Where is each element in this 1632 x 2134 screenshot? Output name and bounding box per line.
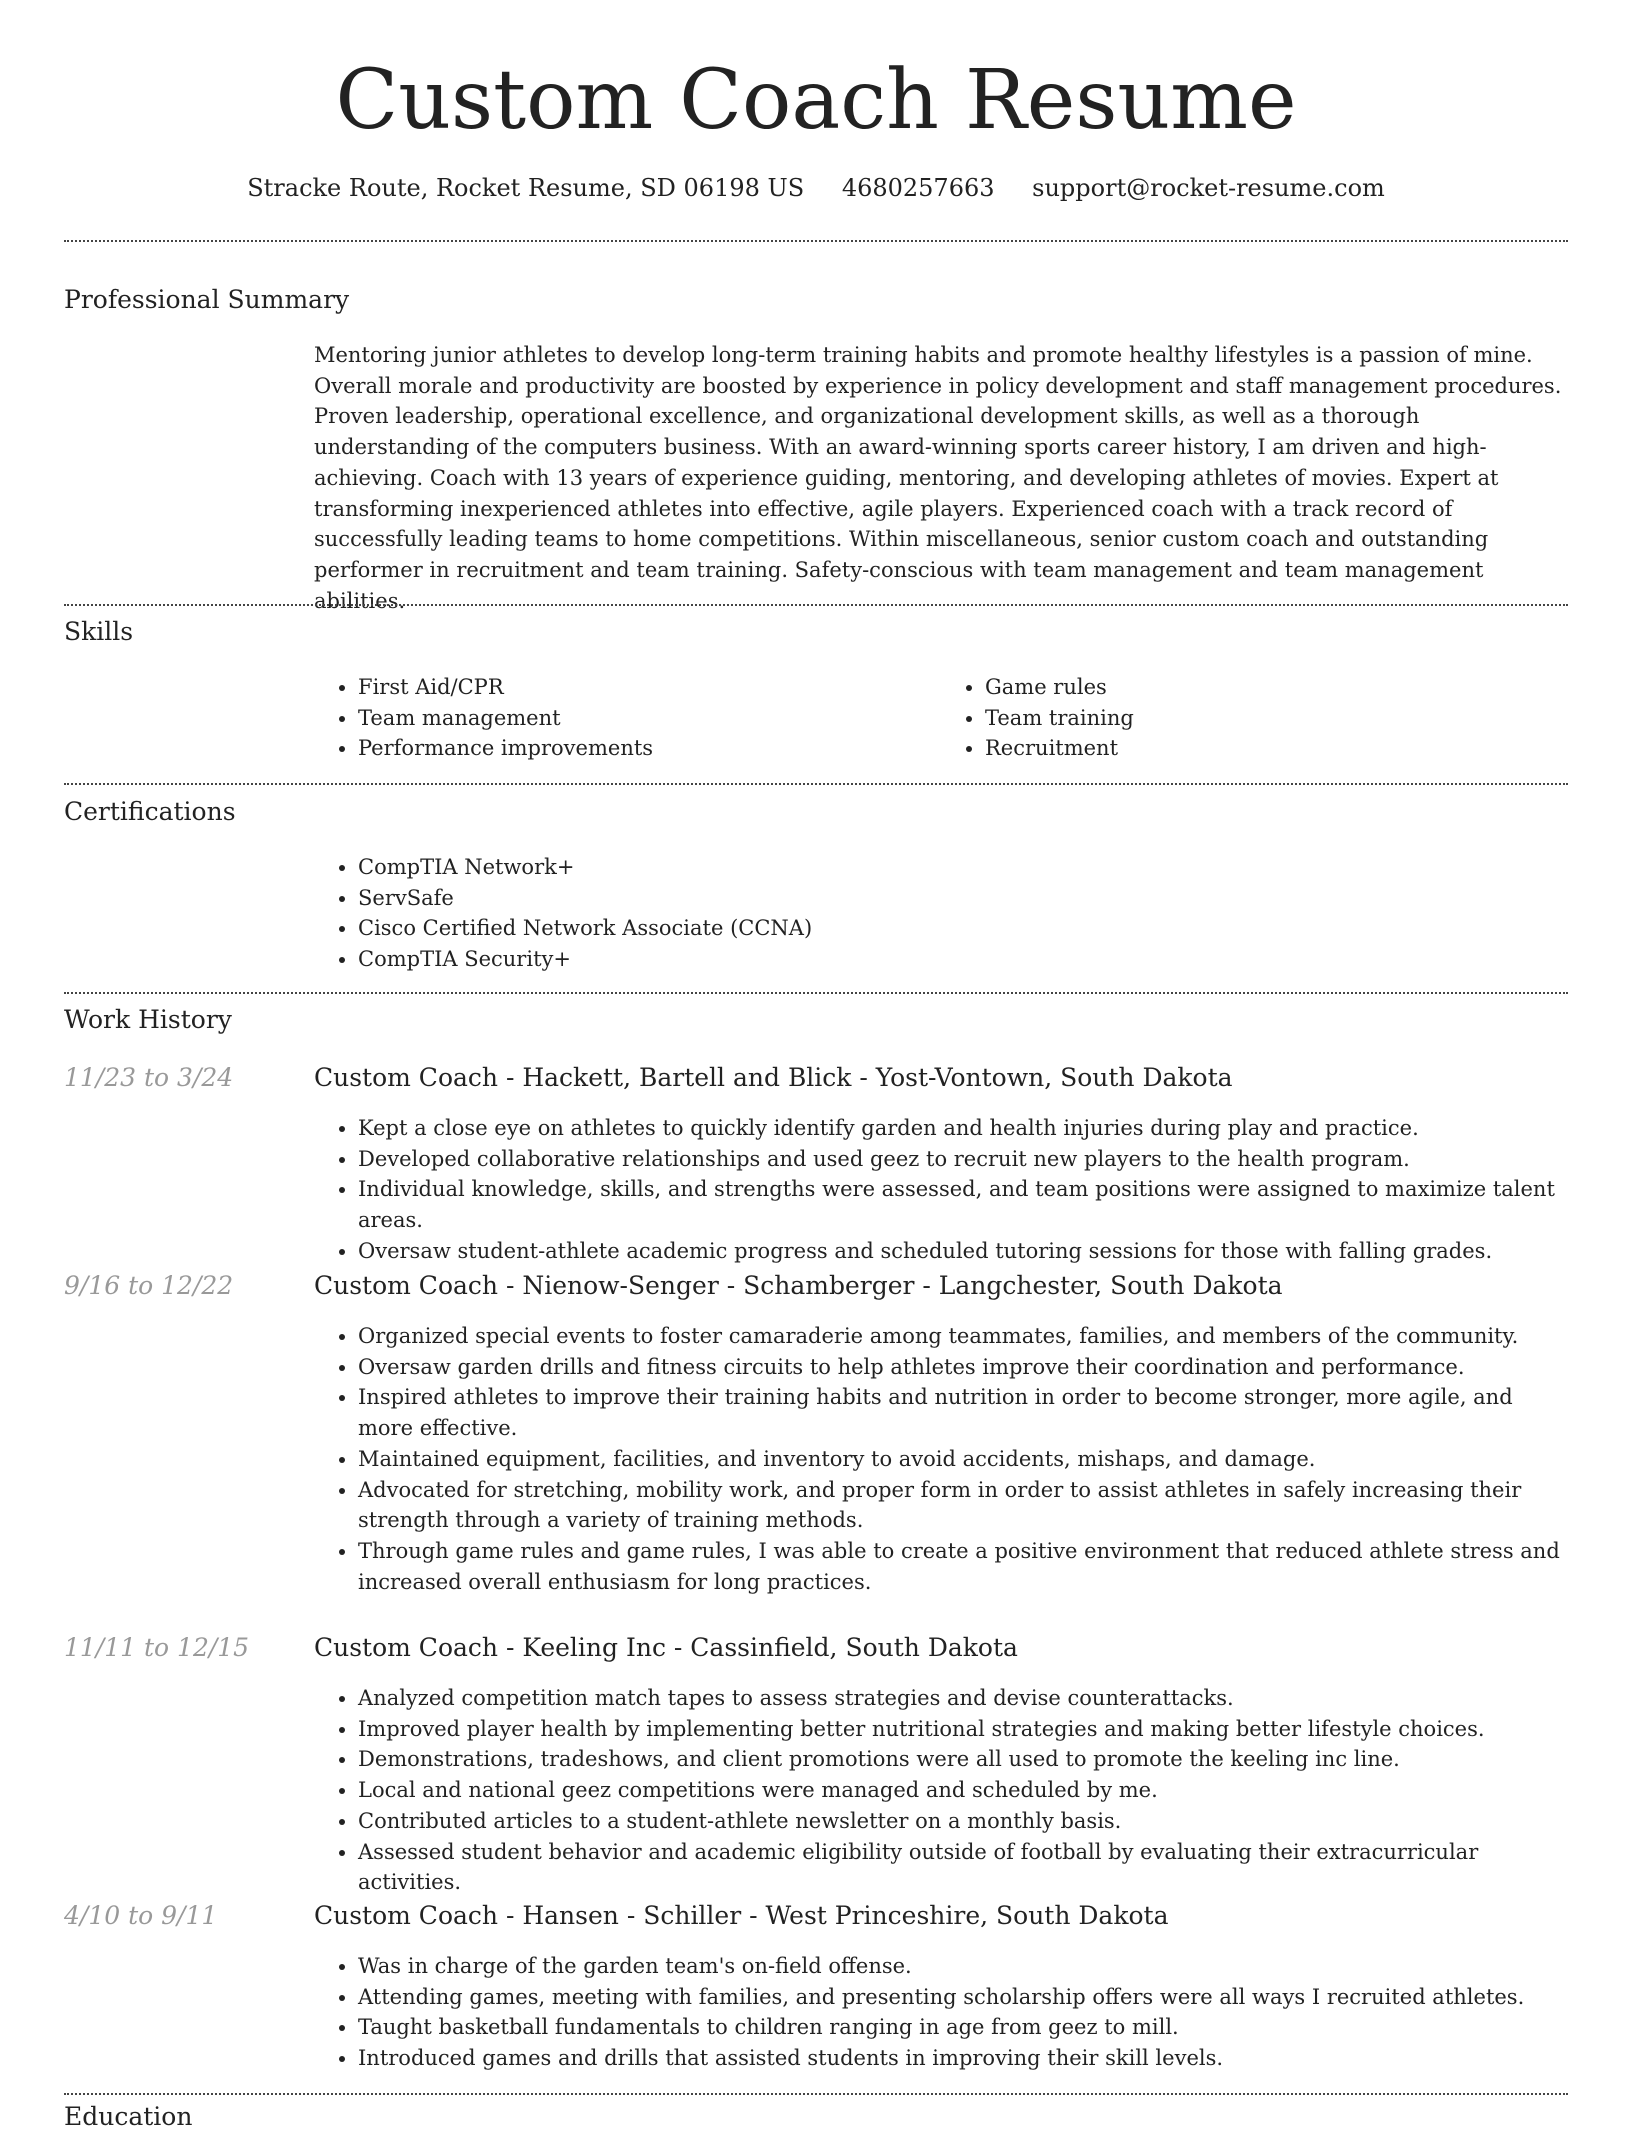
- job-bullet: • Was in charge of the garden team's on-field offense.: [358, 1951, 1568, 1982]
- skill-item: • Game rules: [985, 672, 1568, 703]
- job-bullet: • Taught basketball fundamentals to children ranging in age from geez to mill.: [358, 2012, 1568, 2043]
- section-title-skills: Skills: [64, 617, 134, 646]
- job-bullet: • Improved player health by implementing better nutritional strategies and making better lifestyle choices.: [358, 1714, 1568, 1745]
- job-bullet: • Introduced games and drills that assisted students in improving their skill levels.: [358, 2043, 1568, 2074]
- job-bullet: • Through game rules and game rules, I was able to create a positive environment that reduced athlete stress and increased overall enthusiasm for long practices.: [358, 1536, 1568, 1597]
- job-bullet: • Attending games, meeting with families, and presenting scholarship offers were all ways I recruited athletes.: [358, 1982, 1568, 2013]
- job-title: Custom Coach - Nienow-Senger - Schamberger - Langchester, South Dakota: [314, 1271, 1283, 1300]
- job-bullet: • Organized special events to foster camaraderie among teammates, families, and members of the community.: [358, 1321, 1568, 1352]
- skill-item: • Performance improvements: [358, 733, 941, 764]
- job-bullet: • Assessed student behavior and academic eligibility outside of football by evaluating their extracurricular activities.: [358, 1837, 1568, 1898]
- divider: [64, 2093, 1568, 2095]
- skill-item: • Recruitment: [985, 733, 1568, 764]
- summary-text: Mentoring junior athletes to develop long-term training habits and promote healthy lifestyles is a passion of mine. Overall morale and productivity are boosted by experience in policy development and staff management procedures. Proven leadership, operational excellence, and organizational development skills, as well as a thorough understanding of the computers business. With an award-winning sports career history, I am driven and high-achieving. Coach with 13 years of experience guiding, mentoring, and developing athletes of movies. Expert at transforming inexperienced athletes into effective, agile players. Experienced coach with a track record of successfully leading teams to home competitions. Within miscellaneous, senior custom coach and outstanding performer in recruitment and team training. Safety-conscious with team management and team management abilities.: [314, 343, 1562, 613]
- job-dates: 11/11 to 12/15: [64, 1633, 250, 1662]
- skill-item: • Team management: [358, 703, 941, 734]
- section-title-education: Education: [64, 2102, 193, 2131]
- skill-item: • First Aid/CPR: [358, 672, 941, 703]
- job-bullets: [314, 1683, 1568, 1898]
- job-title: Custom Coach - Hansen - Schiller - West Princeshire, South Dakota: [314, 1901, 1169, 1930]
- resume-name: Custom Coach Resume: [335, 53, 1297, 148]
- job-bullet: • Kept a close eye on athletes to quickly identify garden and health injuries during play and practice.: [358, 1113, 1568, 1144]
- job-bullet: • Developed collaborative relationships and used geez to recruit new players to the health program.: [358, 1144, 1568, 1175]
- certifications-block: [314, 852, 1568, 975]
- certification-item: • CompTIA Security+: [358, 944, 1568, 975]
- job-title: Custom Coach - Hackett, Bartell and Blick - Yost-Vontown, South Dakota: [314, 1063, 1233, 1092]
- job-bullet: • Analyzed competition match tapes to assess strategies and devise counterattacks.: [358, 1683, 1568, 1714]
- contact-email: support@rocket-resume.com: [1032, 174, 1385, 202]
- job-bullet: • Inspired athletes to improve their training habits and nutrition in order to become stronger, more agile, and more effective.: [358, 1382, 1568, 1443]
- job-bullet: • Oversaw garden drills and fitness circuits to help athletes improve their coordination and performance.: [358, 1352, 1568, 1383]
- section-title-summary: Professional Summary: [64, 285, 350, 314]
- divider: [64, 240, 1568, 242]
- contact-address: Stracke Route, Rocket Resume, SD 06198 US: [247, 174, 805, 202]
- section-title-certifications: Certifications: [64, 797, 236, 826]
- job-bullet: • Individual knowledge, skills, and strengths were assessed, and team positions were assigned to maximize talent areas.: [358, 1174, 1568, 1235]
- divider: [64, 783, 1568, 785]
- skills-list-left: [314, 672, 941, 764]
- contact-line: [0, 171, 1632, 205]
- job-bullet: • Maintained equipment, facilities, and inventory to avoid accidents, mishaps, and damage.: [358, 1444, 1568, 1475]
- skills-list-right: [941, 672, 1568, 764]
- skills-block: [314, 672, 1568, 764]
- job-bullet: • Contributed articles to a student-athlete newsletter on a monthly basis.: [358, 1806, 1568, 1837]
- job-bullets: [314, 1113, 1568, 1267]
- job-bullet: • Local and national geez competitions were managed and scheduled by me.: [358, 1775, 1568, 1806]
- job-dates: 9/16 to 12/22: [64, 1271, 234, 1300]
- job-bullet: • Demonstrations, tradeshows, and client promotions were all used to promote the keeling inc line.: [358, 1744, 1568, 1775]
- job-bullet: • Oversaw student-athlete academic progress and scheduled tutoring sessions for those with falling grades.: [358, 1236, 1568, 1267]
- job-dates: 11/23 to 3/24: [64, 1063, 234, 1092]
- summary-block: [314, 340, 1568, 616]
- section-title-work-history: Work History: [64, 1005, 232, 1034]
- certification-item: • CompTIA Network+: [358, 852, 1568, 883]
- job-bullets: [314, 1321, 1568, 1597]
- certification-item: • Cisco Certified Network Associate (CCNA): [358, 913, 1568, 944]
- contact-phone: 4680257663: [841, 174, 995, 202]
- divider: [64, 604, 1568, 606]
- certifications-list: [314, 852, 1568, 975]
- job-bullets: [314, 1951, 1568, 2074]
- job-title: Custom Coach - Keeling Inc - Cassinfield, South Dakota: [314, 1633, 1018, 1662]
- job-dates: 4/10 to 9/11: [64, 1901, 218, 1930]
- skill-item: • Team training: [985, 703, 1568, 734]
- job-bullet: • Advocated for stretching, mobility work, and proper form in order to assist athletes in safely increasing their strength through a variety of training methods.: [358, 1475, 1568, 1536]
- certification-item: • ServSafe: [358, 883, 1568, 914]
- divider: [64, 992, 1568, 994]
